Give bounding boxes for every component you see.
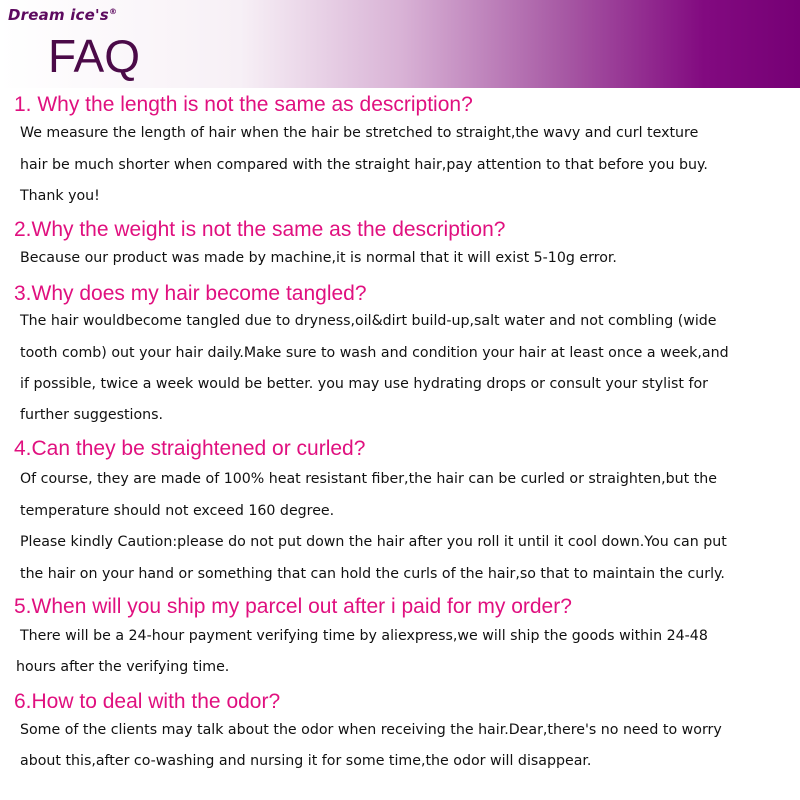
faq-answer-4-line-2: temperature should not exceed 160 degree. — [20, 503, 335, 519]
faq-answer-4-line-3: Please kindly Caution:please do not put down the hair after you roll it until it cool down.You can put — [20, 534, 727, 550]
faq-question-4: 4.Can they be straightened or curled? — [14, 437, 366, 460]
faq-question-2: 2.Why the weight is not the same as the description? — [14, 218, 506, 241]
faq-question-3: 3.Why does my hair become tangled? — [14, 282, 367, 305]
faq-answer-2-line-1: Because our product was made by machine,it is normal that it will exist 5-10g error. — [20, 250, 617, 266]
faq-answer-6-line-2: about this,after co-washing and nursing it for some time,the odor will disappear. — [20, 753, 592, 769]
brand-logo — [8, 6, 117, 24]
faq-question-5: 5.When will you ship my parcel out after i paid for my order? — [14, 595, 572, 618]
brand-name: Dream ice's — [8, 6, 109, 24]
faq-answer-3-line-3: if possible, twice a week would be better. you may use hydrating drops or consult your stylist for — [20, 376, 708, 392]
faq-answer-4-line-1: Of course, they are made of 100% heat resistant fiber,the hair can be curled or straighten,but the — [20, 471, 717, 487]
header-banner — [0, 0, 800, 88]
page-title: FAQ — [48, 30, 141, 82]
faq-question-6: 6.How to deal with the odor? — [14, 690, 281, 713]
faq-answer-3-line-1: The hair wouldbecome tangled due to dryness,oil&dirt build-up,salt water and not combling (wide — [20, 313, 717, 329]
faq-answer-1-line-1: We measure the length of hair when the hair be stretched to straight,the wavy and curl texture — [20, 125, 699, 141]
faq-answer-4-line-4: the hair on your hand or something that can hold the curls of the hair,so that to maintain the curly. — [20, 566, 725, 582]
faq-answer-5-line-2: hours after the verifying time. — [16, 659, 230, 675]
faq-answer-1-line-3: Thank you! — [20, 188, 100, 204]
faq-answer-3-line-2: tooth comb) out your hair daily.Make sure to wash and condition your hair at least once a week,and — [20, 345, 729, 361]
faq-answer-3-line-4: further suggestions. — [20, 407, 164, 423]
faq-answer-6-line-1: Some of the clients may talk about the odor when receiving the hair.Dear,there's no need to worry — [20, 722, 722, 738]
faq-question-1: 1. Why the length is not the same as description? — [14, 93, 473, 116]
faq-answer-1-line-2: hair be much shorter when compared with the straight hair,pay attention to that before you buy. — [20, 157, 708, 173]
registered-mark: ® — [108, 7, 118, 16]
faq-answer-5-line-1: There will be a 24-hour payment verifying time by aliexpress,we will ship the goods within 24-48 — [20, 628, 708, 644]
